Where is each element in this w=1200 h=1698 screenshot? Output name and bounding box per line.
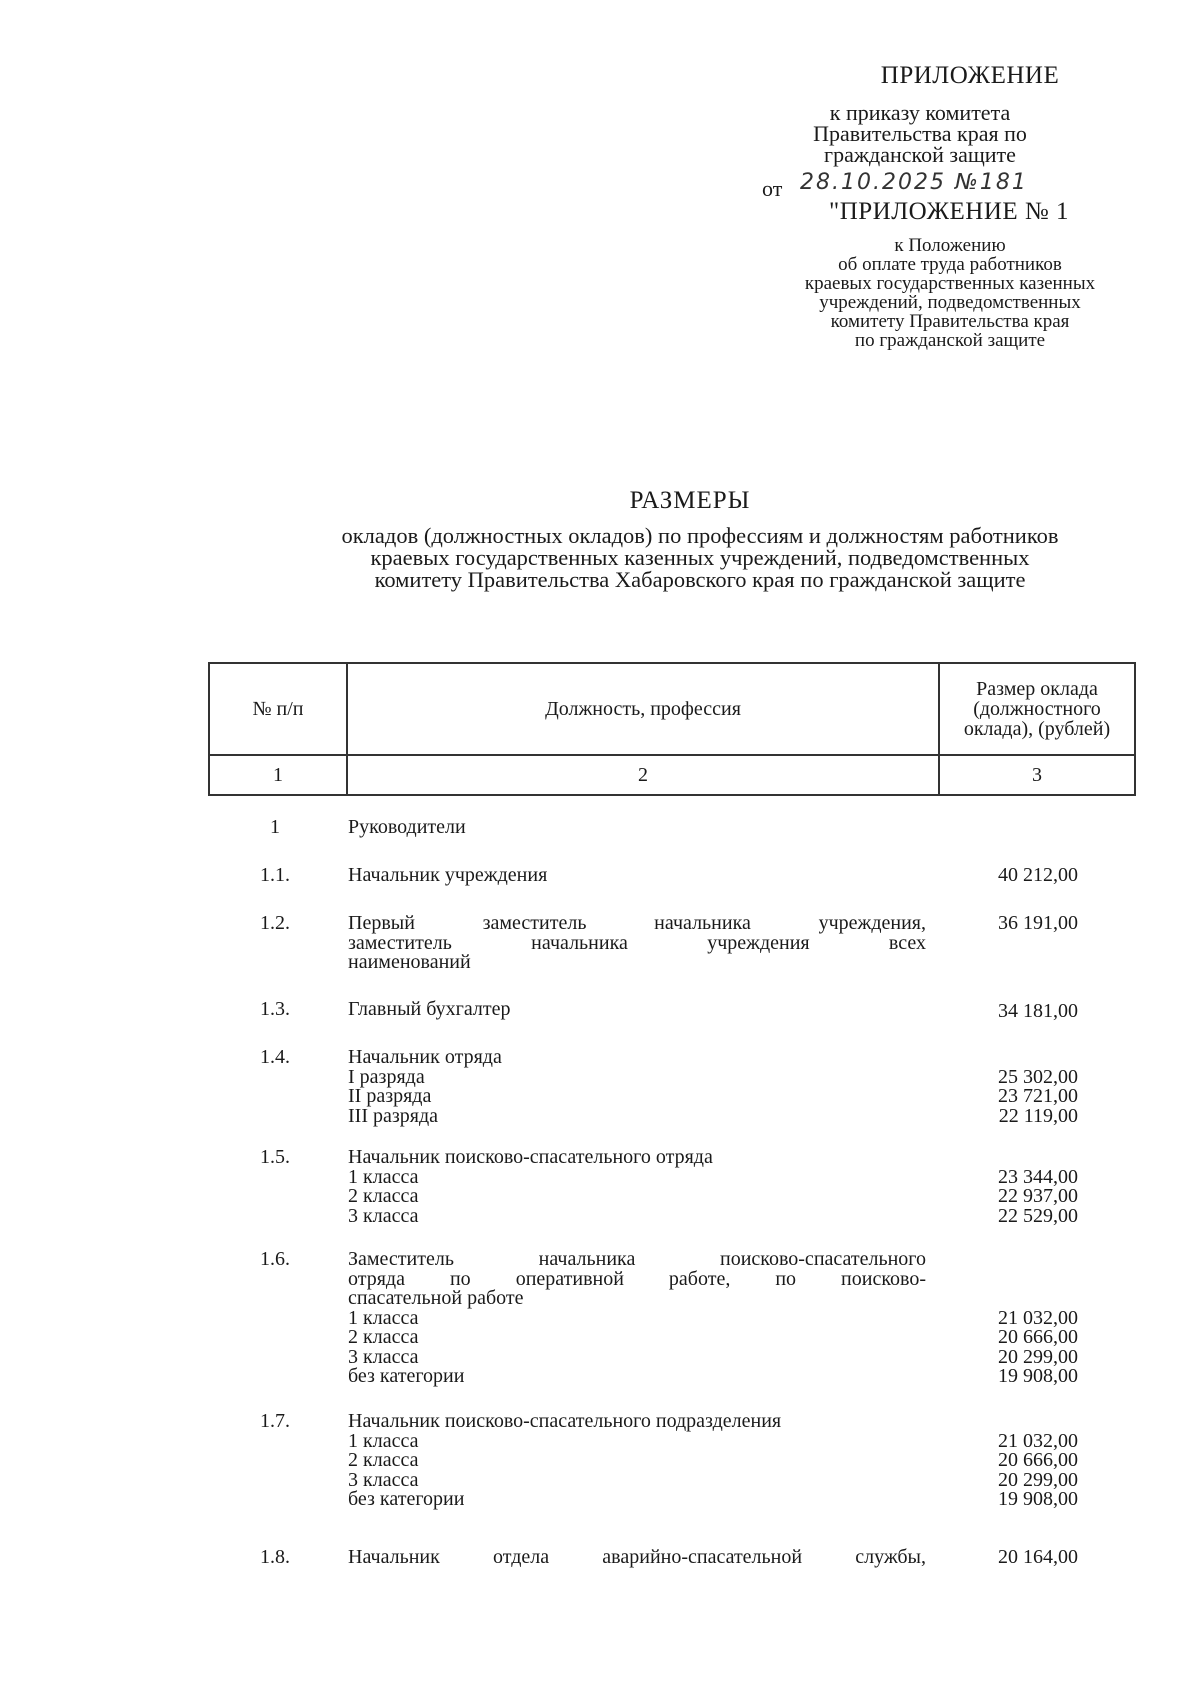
row-number: 1.8.	[260, 1546, 290, 1568]
row-salary: 20 164,00	[998, 1546, 1078, 1568]
subtitle-line: краевых государственных казенных учреждений, подведомственных	[370, 545, 1030, 570]
order-line: к приказу комитета	[829, 100, 1011, 125]
subtitle-line: комитету Правительства Хабаровского края по гражданской защите	[374, 567, 1026, 592]
row-position: Начальник учреждения	[348, 864, 548, 886]
table-header	[208, 662, 1136, 796]
column-header-salary: Размер оклада (должностного оклада), (рублей)	[939, 663, 1135, 755]
date-prefix: от	[762, 176, 783, 201]
column-header-position: Должность, профессия	[347, 663, 939, 755]
regulation-line: учреждений, подведомственных	[819, 292, 1081, 313]
row-number: 1.3.	[260, 998, 290, 1020]
column-number-2: 2	[347, 755, 939, 795]
regulation-line: комитету Правительства края	[830, 311, 1070, 332]
row-number: 1.1.	[260, 864, 290, 886]
row-position: Начальник поисково-спасательного подразделения 1 класса 2 класса 3 класса без категории	[348, 1410, 782, 1510]
regulation-line: по гражданской защите	[854, 330, 1046, 351]
regulation-reference	[760, 236, 1140, 350]
subtitle-line: окладов (должностных окладов) по профессиям и должностям работников	[341, 523, 1059, 548]
regulation-line: краевых государственных казенных	[804, 273, 1096, 294]
row-number: 1.6.	[260, 1248, 290, 1270]
order-line: гражданской защите	[824, 142, 1016, 167]
document-title: РАЗМЕРЫ	[629, 487, 751, 514]
column-number-1: 1	[209, 755, 347, 795]
handwritten-date: 28.10.2025 №181	[800, 170, 1028, 195]
row-salary: 36 191,00	[998, 912, 1078, 934]
row-salary: 21 032,00 20 666,00 20 299,00 19 908,00	[998, 1306, 1078, 1387]
document-subtitle	[200, 525, 1200, 591]
row-position: Первый заместитель начальника учреждения, заместитель начальника учреждения всех наименований	[348, 912, 926, 973]
row-salary: 25 302,00 23 721,00 22 119,00	[998, 1065, 1078, 1127]
order-reference	[770, 102, 1070, 165]
order-line: Правительства края по	[813, 121, 1027, 146]
column-number-3: 3	[939, 755, 1135, 795]
row-position: Заместитель начальника поисково-спасательного отряда по оперативной работе, по поисково- спасательной работе 1 класса 2 класса 3 класса без категории	[348, 1248, 926, 1387]
appendix-title: ПРИЛОЖЕНИЕ	[880, 62, 1060, 89]
row-salary: 21 032,00 20 666,00 20 299,00 19 908,00	[998, 1429, 1078, 1510]
row-number: 1.4.	[260, 1046, 290, 1068]
row-number: 1.2.	[260, 912, 290, 934]
regulation-line: к Положению	[894, 235, 1006, 256]
row-salary: 34 181,00	[998, 1000, 1078, 1022]
row-number: 1.7.	[260, 1410, 290, 1432]
row-salary: 23 344,00 22 937,00 22 529,00	[998, 1165, 1078, 1227]
row-number: 1	[270, 816, 280, 838]
row-salary: 40 212,00	[998, 864, 1078, 886]
regulation-line: об оплате труда работников	[838, 254, 1062, 275]
row-position: Начальник поисково-спасательного отряда 1 класса 2 класса 3 класса	[348, 1146, 713, 1227]
row-position: Главный бухгалтер	[348, 998, 511, 1020]
row-position: Начальник отдела аварийно-спасательной службы,	[348, 1546, 926, 1568]
row-position: Начальник отряда I разряда II разряда III разряда	[348, 1046, 502, 1127]
row-position: Руководители	[348, 816, 466, 838]
row-number: 1.5.	[260, 1146, 290, 1168]
appendix-number: "ПРИЛОЖЕНИЕ № 1	[829, 198, 1070, 225]
column-header-number: № п/п	[209, 663, 347, 755]
